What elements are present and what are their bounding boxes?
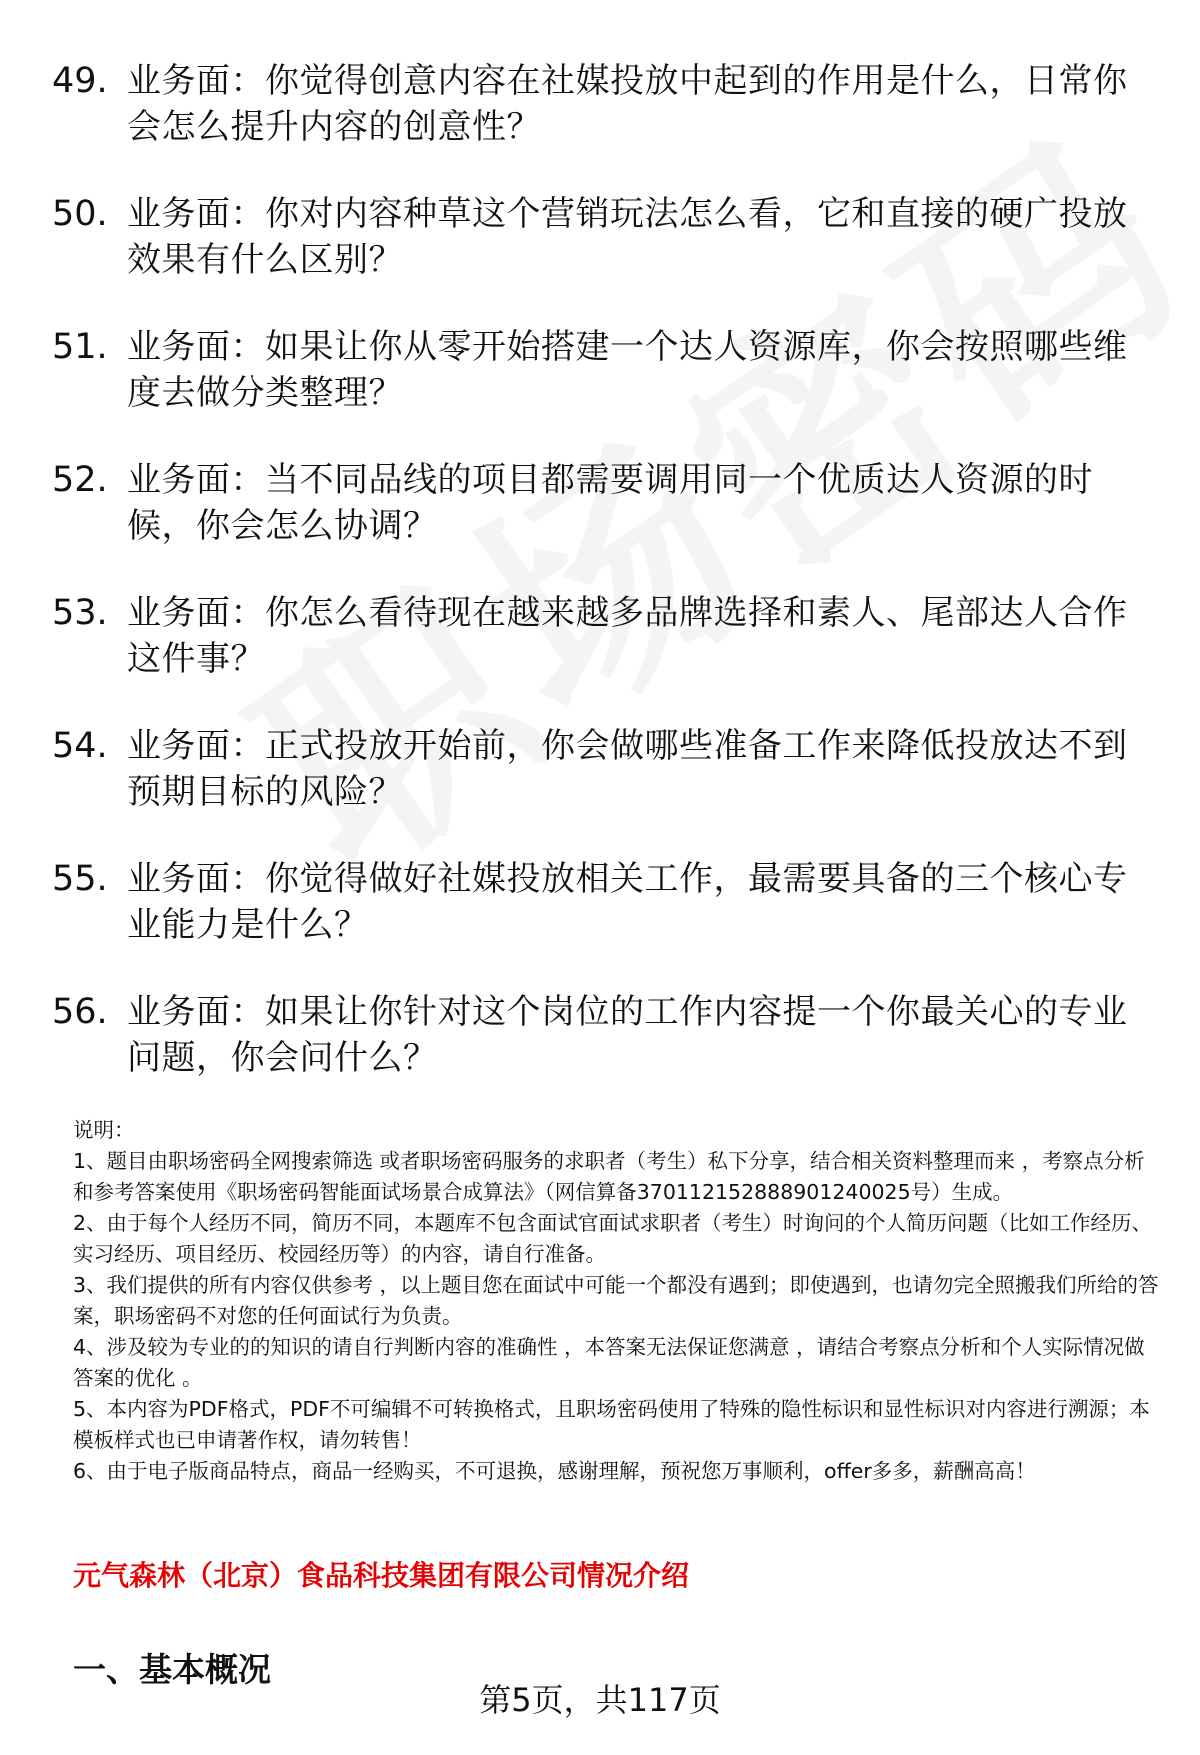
question-item [52,590,1152,682]
notes-section [73,1115,1163,1487]
question-item [52,457,1152,549]
notes-title: 说明： [73,1118,135,1142]
question-text: 业务面：你怎么看待现在越来越多品牌选择和素人、尾部达人合作这件事？ [127,593,1128,679]
question-item [52,856,1152,948]
question-item [52,58,1152,150]
question-number: 51. [52,327,108,367]
note-item: 6、由于电子版商品特点，商品一经购买，不可退换，感谢理解，预祝您万事顺利，offer多多，薪酬高高！ [73,1459,1036,1483]
note-item: 1、题目由职场密码全网搜索筛选 或者职场密码服务的求职者（考生）私下分享，结合相关资料整理而来 ，考察点分析和参考答案使用《职场密码智能面试场景合成算法》（网信算备37011215288890124002​5号）生成。 [73,1149,1145,1204]
question-text: 业务面：你觉得做好社媒投放相关工作，最需要具备的三个核心专业能力是什么？ [127,859,1128,945]
question-number: 50. [52,194,108,234]
question-text: 业务面：如果让你针对这个岗位的工作内容提一个你最关心的专业问题，你会问什么？ [127,992,1128,1078]
question-text: 业务面：当不同品线的项目都需要调用同一个优质达人资源的时候，你会怎么协调？ [127,460,1093,546]
page-number: 第5页，共117页 [479,1681,721,1719]
note-item: 2、由于每个人经历不同，简历不同，本题库不包含面试官面试求职者（考生）时询问的个人简历问题（比如工作经历、实习经历、项目经历、校园经历等）的内容，请自行准备。 [73,1211,1153,1266]
question-number: 55. [52,859,108,899]
question-item [52,989,1152,1081]
question-list [52,58,1152,1122]
note-item: 5、本内容为PDF格式，PDF不可编辑不可转换格式，且职场密码使用了特殊的隐性标识和显性标识对内容进行溯源；本模板样式也已申请著作权，请勿转售！ [73,1397,1150,1452]
section-heading: 一、基本概况 [73,1650,271,1689]
question-number: 49. [52,61,108,101]
question-number: 53. [52,593,108,633]
note-item: 4、涉及较为专业的的知识的请自行判断内容的准确性 ，本答案无法保证您满意 ，请结合考察点分析和个人实际情况做答案的优化 。 [73,1335,1145,1390]
company-title: 元气森林（北京）食品科技集团有限公司情况介绍 [73,1559,690,1592]
question-number: 52. [52,460,108,500]
question-number: 54. [52,726,108,766]
note-item: 3、我们提供的所有内容仅供参考 ，以上题目您在面试中可能一个都没有遇到；即使遇到，也请勿完全照搬我们所给的答案，职场密码不对您的任何面试行为负责。 [73,1273,1159,1328]
question-number: 56. [52,992,108,1032]
question-item [52,723,1152,815]
question-item [52,191,1152,283]
question-text: 业务面：正式投放开始前，你会做哪些准备工作来降低投放达不到预期目标的风险？ [127,726,1128,812]
question-text: 业务面：如果让你从零开始搭建一个达人资源库，你会按照哪些维度去做分类整理？ [127,327,1128,413]
question-text: 业务面：你对内容种草这个营销玩法怎么看，它和直接的硬广投放效果有什么区别？ [127,194,1128,280]
question-text: 业务面：你觉得创意内容在社媒投放中起到的作用是什么，日常你会怎么提升内容的创意性？ [127,61,1128,147]
question-item [52,324,1152,416]
